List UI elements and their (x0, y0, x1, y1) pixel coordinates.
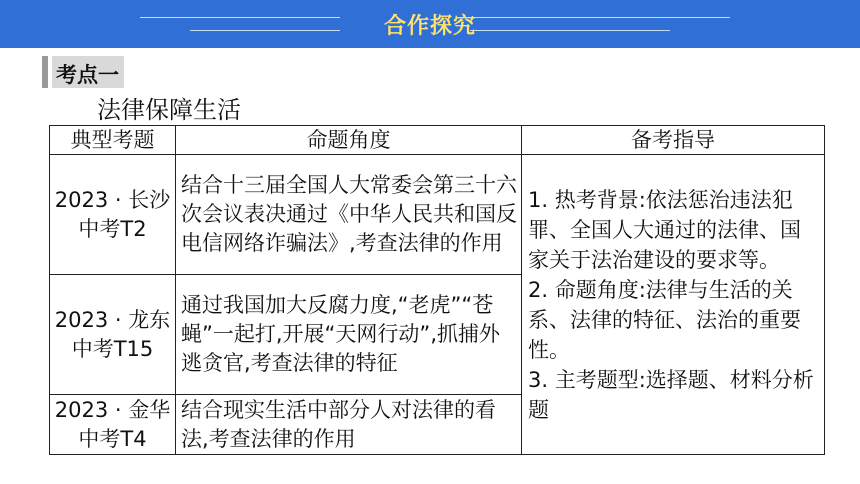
header-bar (0, 0, 860, 48)
exam-cell: 2023 · 金华中考T4 (50, 395, 176, 455)
angle-cell: 通过我国加大反腐力度,“老虎”“苍蝇”一起打,开展“天网行动”,抓捕外逃贪官,考查法律的特征 (176, 275, 522, 395)
guide-item: 3. 主考题型:选择题、材料分析题 (528, 367, 814, 422)
header-title: 合作探究 (383, 14, 476, 39)
guide-item: 2. 命题角度:法律与生活的关系、法律的特征、法治的重要性。 (528, 277, 801, 362)
study-guide-table (49, 125, 825, 455)
exam-cell: 2023 · 长沙中考T2 (50, 155, 176, 275)
tag-label: 考点一 (56, 63, 119, 87)
angle-cell: 结合现实生活中部分人对法律的看法,考查法律的作用 (176, 395, 522, 455)
tag-accent-bar (42, 56, 48, 88)
header-question-angle: 命题角度 (176, 126, 522, 155)
guide-item: 1. 热考背景:依法惩治违法犯罪、全国人大通过的法律、国家关于法治建设的要求等。 (528, 187, 801, 272)
header-preparation-guide: 备考指导 (522, 126, 825, 155)
section-subtitle: 法律保障生活 (97, 96, 241, 124)
table-row (50, 155, 825, 275)
section-tag (42, 56, 128, 88)
guide-cell (522, 155, 825, 455)
header-typical-question: 典型考题 (50, 126, 176, 155)
angle-cell: 结合十三届全国人大常委会第三十六次会议表决通过《中华人民共和国反电信网络诈骗法》,考查法律的作用 (176, 155, 522, 275)
table-header-row (50, 126, 825, 155)
exam-cell: 2023 · 龙东中考T15 (50, 275, 176, 395)
